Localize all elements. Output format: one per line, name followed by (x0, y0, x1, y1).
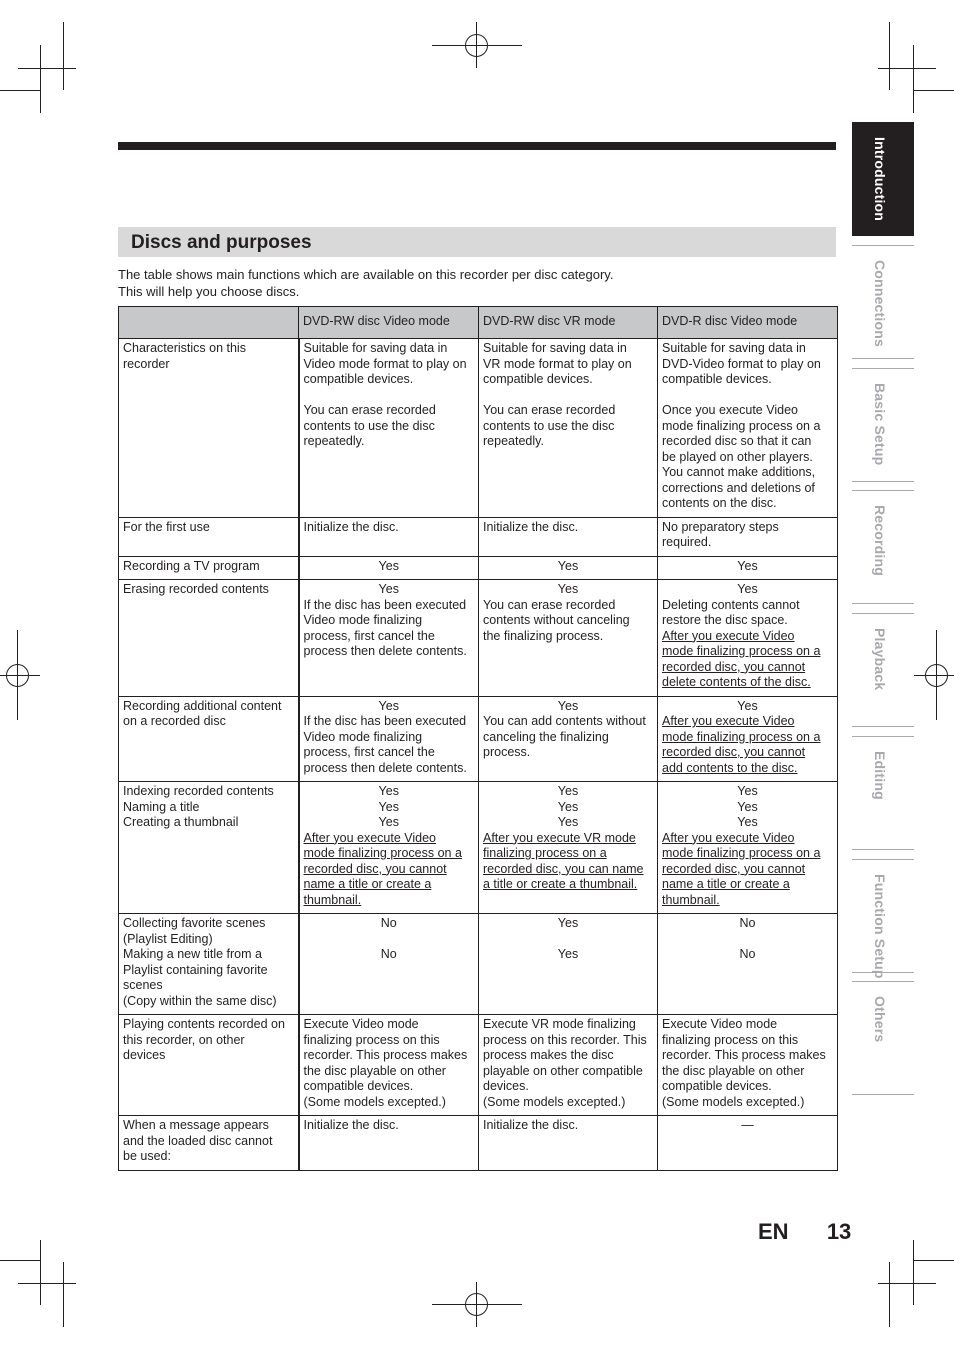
row-label (119, 696, 299, 782)
table-cell (299, 1116, 479, 1171)
cell-line: contents to use the disc (483, 418, 615, 433)
cell-line: Yes (737, 799, 758, 814)
row-label-line: Collecting favorite scenes (123, 916, 266, 930)
row-label-line: Playlist containing favorite (123, 962, 268, 977)
cell-line: Initialize the disc. (483, 1118, 579, 1132)
cell-line: Once you execute Video (662, 403, 798, 417)
table-cell (299, 782, 479, 914)
row-label-line: Creating a thumbnail (123, 815, 239, 829)
cell-line: compatible devices. (303, 372, 414, 386)
cell-line (304, 388, 475, 404)
intro-line: The table shows main functions which are available on this recorder per disc category. (118, 267, 614, 282)
cell-line: contents on the disc. (662, 496, 777, 510)
tab-label: Introduction (872, 137, 888, 222)
table-row (119, 914, 838, 1015)
table-cell (658, 782, 838, 914)
cell-line: thumbnail. (662, 892, 720, 907)
cell-line: repeatedly. (483, 434, 544, 448)
row-label (119, 914, 299, 1015)
table-cell (658, 696, 838, 782)
cell-line: recorded disc so that it can (662, 434, 812, 448)
cell-line (483, 932, 653, 948)
row-label-line: (Playlist Editing) (123, 931, 213, 946)
row-label-line: and the loaded disc cannot (123, 1133, 273, 1148)
cell-line: Yes (557, 916, 579, 930)
cell-line: — (741, 1118, 754, 1132)
cell-line: recorder. This process makes (303, 1048, 468, 1062)
cell-line: DVD-Video format to play on (662, 356, 821, 371)
table-cell (479, 1015, 658, 1116)
tab-label: Connections (872, 260, 888, 347)
row-label-line: recorder (123, 356, 170, 371)
cell-line: recorded disc, you cannot (662, 861, 806, 876)
table-cell (479, 339, 658, 518)
cell-line: Yes (378, 582, 399, 596)
row-label-line: Indexing recorded contents (123, 784, 274, 798)
table-cell (479, 696, 658, 782)
cell-line: You can erase recorded (483, 597, 616, 612)
cell-line: the disc playable on other (303, 1063, 446, 1078)
table-header-blank (119, 307, 299, 339)
table-cell (479, 556, 658, 580)
cell-line: process, first cancel the (303, 628, 435, 643)
cell-line: Yes (557, 815, 579, 829)
tab-connections[interactable] (852, 245, 914, 359)
cell-line: recorded disc, you cannot (662, 659, 806, 674)
table-row (119, 1116, 838, 1171)
cell-line: name a title or create a (303, 877, 432, 891)
row-label (119, 339, 299, 518)
table-row (119, 556, 838, 580)
cell-line: the disc playable on other (662, 1063, 805, 1078)
cell-line: process then delete contents. (303, 760, 467, 775)
cell-line: Yes (378, 815, 399, 829)
table-cell (479, 782, 658, 914)
cell-line: compatible devices. (662, 1079, 772, 1093)
table-cell (299, 556, 479, 580)
cell-line: Execute Video mode (303, 1017, 419, 1031)
row-label (119, 517, 299, 556)
cell-line: No (380, 947, 397, 961)
row-label (119, 556, 299, 580)
table-cell (658, 1116, 838, 1171)
table-cell (299, 1015, 479, 1116)
cell-line: add contents to the disc. (662, 760, 798, 775)
cell-line: process. (483, 745, 531, 759)
section-title: Discs and purposes (131, 232, 312, 253)
cell-line: No (739, 916, 756, 930)
section-header (118, 227, 836, 257)
cell-line: recorded disc, you cannot (303, 861, 447, 876)
cell-line: Execute Video mode (662, 1017, 778, 1031)
cell-line: Initialize the disc. (483, 519, 579, 534)
table-cell (658, 914, 838, 1015)
cell-line: Yes (557, 558, 579, 573)
cell-line: (Some models excepted.) (662, 1094, 805, 1109)
row-label-line: Characteristics on this (123, 341, 246, 355)
row-label (119, 1015, 299, 1116)
cell-line: Yes (737, 784, 758, 798)
tab-function-setup[interactable] (852, 859, 914, 979)
cell-line: You cannot make additions, (662, 465, 816, 479)
table-cell (658, 517, 838, 556)
cell-line: Suitable for saving data in (303, 341, 448, 355)
row-label-line: Playing contents recorded on (123, 1017, 285, 1031)
cell-line: the finalizing process. (483, 628, 604, 643)
table-cell (658, 339, 838, 518)
table-cell (479, 1116, 658, 1171)
cell-line (304, 932, 475, 948)
row-label-line: this recorder, on other (123, 1032, 245, 1047)
cell-line: mode finalizing process on a (662, 729, 821, 744)
cell-line: contents to use the disc (303, 418, 435, 433)
page-number-value: 13 (826, 1219, 852, 1244)
row-label (119, 782, 299, 914)
cell-line: No preparatory steps (662, 519, 779, 534)
table-row (119, 782, 838, 914)
cell-line: a title or create a thumbnail. (483, 877, 638, 891)
row-label-line: devices (123, 1048, 166, 1062)
cell-line: Video mode format to play on (303, 356, 467, 371)
cell-line: Initialize the disc. (303, 1118, 399, 1132)
cell-line: mode finalizing process on a (662, 846, 821, 860)
table-cell (299, 914, 479, 1015)
row-label-line: be used: (123, 1149, 171, 1163)
row-label-line: When a message appears (123, 1118, 269, 1132)
table-cell (479, 580, 658, 697)
tab-editing[interactable] (852, 736, 914, 850)
page-number (758, 1219, 851, 1245)
table-header-dvd-rw-vr: DVD-RW disc VR mode (479, 307, 658, 339)
cell-line: name a title or create a (662, 877, 790, 891)
cell-line: Yes (737, 582, 758, 596)
cell-line: delete contents of the disc. (662, 675, 811, 689)
cell-line: contents without canceling (483, 613, 630, 627)
cell-line: devices. (483, 1079, 529, 1093)
cell-line (662, 388, 833, 404)
cell-line: mode finalizing process on a (662, 644, 821, 658)
cell-line: Yes (557, 799, 579, 814)
table-cell (299, 517, 479, 556)
cell-line: thumbnail. (303, 892, 362, 907)
row-label-line: (Copy within the same disc) (123, 993, 277, 1008)
table-cell (658, 1015, 838, 1116)
table-cell (658, 556, 838, 580)
table-header-dvd-r-video: DVD-R disc Video mode (658, 307, 838, 339)
table-row (119, 696, 838, 782)
cell-line: compatible devices. (303, 1079, 414, 1093)
cell-line (483, 388, 653, 404)
cell-line: Yes (737, 558, 758, 573)
cell-line: recorder. This process makes (662, 1048, 826, 1062)
table-cell (299, 696, 479, 782)
cell-line: If the disc has been executed (303, 714, 467, 728)
cell-line: After you execute VR mode (483, 830, 636, 845)
cell-line: After you execute Video (662, 628, 795, 643)
cell-line: You can erase recorded (483, 403, 616, 417)
cell-line: compatible devices. (662, 372, 772, 386)
tab-others[interactable] (852, 981, 914, 1095)
cell-line: recorded disc, you can name (483, 861, 644, 876)
cell-line: Suitable for saving data in (662, 341, 806, 355)
cell-line: restore the disc space. (662, 613, 788, 627)
cell-line: Yes (557, 698, 579, 713)
cell-line: process on this recorder. This (483, 1032, 647, 1047)
tab-recording[interactable] (852, 490, 914, 604)
cell-line: Yes (557, 947, 579, 961)
cell-line: You can erase recorded (303, 403, 436, 417)
cell-line: recorded disc, you cannot (662, 745, 806, 759)
row-label (119, 1116, 299, 1171)
cell-line: No (739, 947, 756, 961)
cell-line: Yes (378, 558, 399, 573)
tab-label: Recording (872, 505, 888, 577)
cell-line (662, 932, 833, 948)
cell-line: No (380, 916, 397, 930)
table-row (119, 339, 838, 518)
cell-line: Yes (737, 698, 758, 713)
cell-line: Yes (378, 698, 399, 713)
row-label-line: on a recorded disc (123, 714, 226, 728)
table-row (119, 1015, 838, 1116)
row-label-line: Naming a title (123, 799, 200, 814)
row-label-line: Recording additional content (123, 698, 282, 713)
tab-label: Playback (872, 628, 888, 691)
cell-line: playable on other compatible (483, 1063, 643, 1078)
row-label-line: scenes (123, 978, 163, 992)
cell-line: be played on other players. (662, 449, 813, 464)
cell-line: Yes (378, 799, 399, 814)
cell-line: Suitable for saving data in (483, 341, 627, 355)
cell-line: mode finalizing process on a (303, 846, 462, 860)
cell-line: After you execute Video (662, 714, 795, 728)
cell-line: finalizing process on a (483, 846, 607, 860)
tab-introduction[interactable] (852, 122, 914, 236)
intro-line: This will help you choose discs. (118, 284, 300, 299)
cell-line: (Some models excepted.) (303, 1094, 446, 1109)
cell-line: Deleting contents cannot (662, 597, 800, 612)
row-label (119, 580, 299, 697)
row-label-line: Making a new title from a (123, 947, 262, 961)
cell-line: process then delete contents. (303, 644, 467, 658)
row-label-line: Erasing recorded contents (123, 582, 269, 596)
cell-line: After you execute Video (662, 830, 795, 845)
cell-line: You can add contents without (483, 714, 646, 728)
cell-line: required. (662, 535, 712, 549)
cell-line: mode finalizing process on a (662, 418, 821, 433)
language-code: EN (758, 1219, 789, 1244)
table-cell (299, 339, 479, 518)
table-cell (479, 914, 658, 1015)
cell-line: Yes (557, 582, 579, 596)
table-header-row (119, 307, 838, 339)
top-rule (118, 142, 836, 150)
discs-table (118, 306, 838, 1171)
tab-playback[interactable] (852, 613, 914, 727)
table-row (119, 517, 838, 556)
cell-line: compatible devices. (483, 372, 593, 386)
cell-line: Yes (378, 784, 399, 798)
table-header-dvd-rw-video: DVD-RW disc Video mode (299, 307, 479, 339)
tab-basic-setup[interactable] (852, 368, 914, 482)
cell-line: corrections and deletions of (662, 480, 815, 495)
cell-line: finalizing process on this (303, 1032, 440, 1047)
cell-line: Execute VR mode finalizing (483, 1017, 636, 1031)
table-cell (658, 580, 838, 697)
cell-line: If the disc has been executed (303, 597, 467, 612)
tab-label: Basic Setup (872, 383, 888, 466)
tab-label: Editing (872, 751, 888, 800)
row-label-line: For the first use (123, 519, 210, 534)
cell-line: Video mode finalizing (303, 729, 423, 744)
table-row (119, 580, 838, 697)
cell-line: repeatedly. (303, 434, 365, 448)
cell-line: Video mode finalizing (303, 613, 423, 627)
cell-line: process, first cancel the (303, 745, 435, 759)
cell-line: VR mode format to play on (483, 356, 632, 371)
cell-line: After you execute Video (303, 830, 436, 845)
tab-label: Function Setup (872, 874, 888, 979)
cell-line: (Some models excepted.) (483, 1094, 626, 1109)
cell-line: process makes the disc (483, 1048, 614, 1062)
table-cell (479, 517, 658, 556)
row-label-line: Recording a TV program (123, 558, 260, 573)
cell-line: Yes (737, 815, 758, 829)
cell-line: finalizing process on this (662, 1032, 799, 1047)
tab-label: Others (872, 996, 888, 1043)
table-cell (299, 580, 479, 697)
intro-text (118, 266, 818, 300)
cell-line: Yes (557, 784, 579, 798)
cell-line: canceling the finalizing (483, 729, 609, 744)
cell-line: Initialize the disc. (303, 519, 399, 534)
